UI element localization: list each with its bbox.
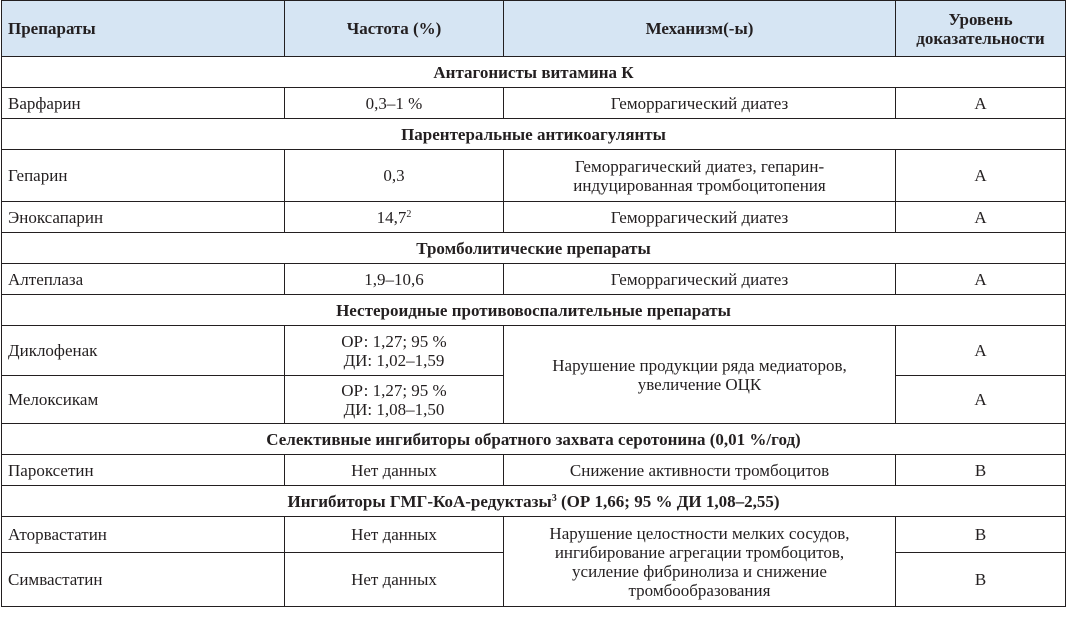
header-row <box>2 1 1066 57</box>
evidence-cell: A <box>896 88 1066 119</box>
frequency-line: ОР: 1,27; 95 % <box>341 331 447 351</box>
evidence-cell: A <box>896 202 1066 233</box>
header-evidence <box>896 1 1066 57</box>
table-row <box>2 202 1066 233</box>
drug-cell: Аторвастатин <box>2 517 285 553</box>
frequency-cell <box>285 202 504 233</box>
mechanism-line: ингибирование агрегации тромбоцитов, <box>554 542 845 562</box>
evidence-cell: A <box>896 376 1066 424</box>
group-title-suffix: (ОР 1,66; 95 % ДИ 1,08–2,55) <box>556 491 780 511</box>
mechanism-cell: Геморрагический диатез <box>504 88 896 119</box>
group-title: Антагонисты витамина К <box>2 57 1066 88</box>
mechanism-line: Нарушение продукции ряда медиаторов, <box>552 355 847 375</box>
group-title: Нестероидные противовоспалительные препараты <box>2 295 1066 326</box>
frequency-cell: Нет данных <box>285 553 504 607</box>
table-row <box>2 455 1066 486</box>
drug-cell: Мелоксикам <box>2 376 285 424</box>
table-row <box>2 326 1066 376</box>
mechanism-line: Нарушение целостности мелких сосудов, <box>549 523 850 543</box>
header-drug: Препараты <box>2 1 285 57</box>
header-evidence-line1: Уровень <box>948 9 1013 29</box>
mechanism-line: усиление фибринолиза и снижение <box>572 561 827 581</box>
table-row <box>2 517 1066 553</box>
frequency-line: ДИ: 1,08–1,50 <box>343 399 445 419</box>
mechanism-cell: Снижение активности тромбоцитов <box>504 455 896 486</box>
header-frequency: Частота (%) <box>285 1 504 57</box>
group-title: Селективные ингибиторы обратного захвата серотонина (0,01 %/год) <box>2 424 1066 455</box>
mechanism-line: Геморрагический диатез, гепарин- <box>574 156 825 176</box>
drug-cell: Алтеплаза <box>2 264 285 295</box>
mechanism-cell <box>504 150 896 202</box>
table-row <box>2 150 1066 202</box>
group-row-parenteral <box>2 119 1066 150</box>
frequency-cell: Нет данных <box>285 517 504 553</box>
footnote-mark: 2 <box>406 208 412 220</box>
group-title: Парентеральные антикоагулянты <box>2 119 1066 150</box>
frequency-cell: 0,3–1 % <box>285 88 504 119</box>
frequency-cell: 1,9–10,6 <box>285 264 504 295</box>
frequency-value: 14,7 <box>376 207 407 227</box>
evidence-cell: B <box>896 517 1066 553</box>
frequency-line: ДИ: 1,02–1,59 <box>343 350 445 370</box>
evidence-cell: A <box>896 326 1066 376</box>
frequency-cell: 0,3 <box>285 150 504 202</box>
mechanism-line: тромбообразования <box>628 580 771 600</box>
mechanism-line: увеличение ОЦК <box>637 374 762 394</box>
drug-cell: Гепарин <box>2 150 285 202</box>
frequency-cell <box>285 326 504 376</box>
drug-cell: Варфарин <box>2 88 285 119</box>
mechanism-cell: Геморрагический диатез <box>504 264 896 295</box>
evidence-cell: A <box>896 264 1066 295</box>
group-title-text: Ингибиторы ГМГ-КоА-редуктазы <box>287 491 552 511</box>
evidence-cell: B <box>896 455 1066 486</box>
evidence-cell: A <box>896 150 1066 202</box>
group-title <box>2 486 1066 517</box>
footnote-mark: 3 <box>551 492 557 504</box>
group-row-vka <box>2 57 1066 88</box>
drug-bleeding-table <box>1 0 1066 607</box>
drug-cell: Эноксапарин <box>2 202 285 233</box>
drug-cell: Пароксетин <box>2 455 285 486</box>
drug-cell: Диклофенак <box>2 326 285 376</box>
mechanism-cell-merged <box>504 517 896 607</box>
evidence-cell: B <box>896 553 1066 607</box>
table-row <box>2 88 1066 119</box>
mechanism-cell: Геморрагический диатез <box>504 202 896 233</box>
mechanism-line: индуцированная тромбоцитопения <box>573 175 826 195</box>
group-row-ssri <box>2 424 1066 455</box>
frequency-cell: Нет данных <box>285 455 504 486</box>
group-title: Тромболитические препараты <box>2 233 1066 264</box>
header-mechanism: Механизм(-ы) <box>504 1 896 57</box>
table-row <box>2 264 1066 295</box>
mechanism-cell-merged <box>504 326 896 424</box>
frequency-cell <box>285 376 504 424</box>
group-row-statin <box>2 486 1066 517</box>
frequency-line: ОР: 1,27; 95 % <box>341 380 447 400</box>
group-row-nsaid <box>2 295 1066 326</box>
drug-cell: Симвастатин <box>2 553 285 607</box>
header-evidence-line2: доказательности <box>916 28 1045 48</box>
group-row-thrombolytic <box>2 233 1066 264</box>
